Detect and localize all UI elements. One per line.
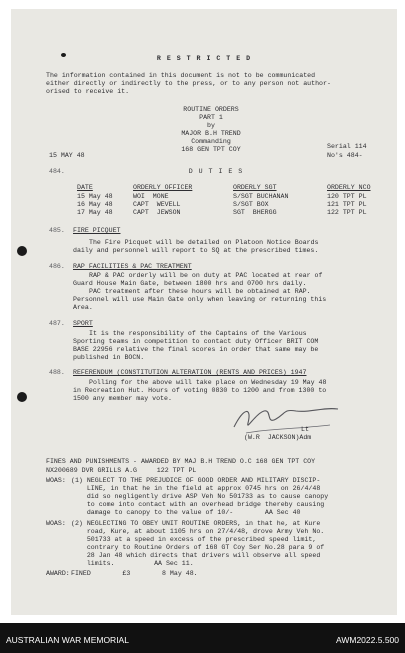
item-body-line: Area. — [73, 304, 93, 311]
fines-title: FINES AND PUNISHMENTS - AWARDED BY MAJ B.H TREND O.C 168 GEN TPT COY — [46, 458, 316, 465]
fines-soldier: NX200689 DVR GRILLS A.G 122 TPT PL — [46, 467, 197, 474]
duty-cell: CAPT JEWSON — [133, 209, 181, 216]
item-title: REFERENDUM (CONSTITUTION ALTERATION (RENTS AND PRICES) 1947 — [73, 369, 307, 376]
fines-text: contrary to Routine Orders of 168 GT Coy Ser No.28 para 9 of — [71, 544, 325, 551]
fines-text: limits. AA Sec 11. — [71, 560, 194, 567]
punch-hole — [17, 392, 27, 402]
notice-line: The information contained in this document is not to be communicated — [46, 72, 316, 79]
duty-cell: 121 TPT PL — [327, 201, 367, 208]
heading-line: MAJOR B.H TREND — [181, 130, 241, 137]
item-title: RAP FACILITIES & PAC TREATMENT — [73, 263, 192, 270]
item-number: 486. — [49, 263, 65, 270]
footer-bar — [0, 623, 405, 653]
duty-cell: WOI MONE — [133, 193, 169, 200]
item-body-line: RAP & PAC orderly will be on duty at PAC located at rear of — [89, 272, 323, 279]
fines-label: WOAS: — [46, 520, 66, 527]
fines-text: LINE, in that he in the field at approx 0745 hrs on 26/4/48 — [71, 485, 321, 492]
item-body-line: Personnel will use Main Gate only when leaving or returning this — [73, 296, 327, 303]
duty-cell: S/SGT BUCHANAN — [233, 193, 289, 200]
fines-text: road, Kure, at about 1105 hrs on 27/4/48, drove Army Veh No. — [71, 528, 325, 535]
fines-text: (1) NEGLECT TO THE PREJUDICE OF GOOD ORDER AND MILITARY DISCIP- — [71, 477, 321, 484]
item-number: 488. — [49, 369, 65, 376]
fines-label: AWARD: — [46, 570, 70, 577]
item-body-line: It is the responsibility of the Captains of the Various — [89, 330, 307, 337]
notice-line: orised to receive it. — [46, 88, 130, 95]
item-body-line: Guard House Main Gate, between 1800 hrs and 0700 hrs daily. — [73, 280, 307, 287]
heading-line: Commanding — [191, 138, 231, 145]
duty-cell: 17 May 48 — [77, 209, 113, 216]
duty-cell: CAPT WEVELL — [133, 201, 181, 208]
duty-cell: SGT BHERGG — [233, 209, 277, 216]
duty-cell: 120 TPT PL — [327, 193, 367, 200]
fines-text: damage to canopy to the value of 10/- AA Sec 40 — [71, 509, 301, 516]
duty-header: ORDERLY SGT — [233, 184, 277, 191]
item-body-line: daily and personnel will report to SQ at the prescribed times. — [73, 247, 319, 254]
item-number: 487. — [49, 320, 65, 327]
item-body-line: Sporting teams in competition to contact duty Officer BRIT COM — [73, 338, 319, 345]
fines-label: WOAS: — [46, 477, 66, 484]
item-body-line: in Recreation Hut. Hours of voting 0830 to 1200 and from 1300 to — [73, 387, 327, 394]
fines-text: (2) NEGLECTING TO OBEY UNIT ROUTINE ORDERS, in that he, at Kure — [71, 520, 321, 527]
classification: R E S T R I C T E D — [156, 55, 252, 62]
duty-cell: 15 May 48 — [77, 193, 113, 200]
duty-header: DATE — [77, 184, 93, 191]
duty-header: ORDERLY OFFICER — [133, 184, 193, 191]
duty-cell: 16 May 48 — [77, 201, 113, 208]
punch-hole — [17, 246, 27, 256]
signature-name: (W.R JACKSON)Adm — [244, 434, 312, 441]
heading-line: PART 1 — [199, 114, 223, 121]
item-body-line: The Fire Picquet will be detailed on Platoon Notice Boards — [89, 239, 319, 246]
item-body-line: published in BOCN. — [73, 354, 145, 361]
notice-line: either directly or indirectly to the press, or to any person not author- — [46, 80, 331, 87]
fines-text: to come into contact with an overhead bridge thereby causing — [71, 501, 325, 508]
footer-institution: AUSTRALIAN WAR MEMORIAL — [6, 635, 129, 645]
duties-title: D U T I E S — [188, 168, 244, 175]
fines-text: 28 Jan 48 which directs that drivers will observe all speed — [71, 552, 321, 559]
item-number: 485. — [49, 227, 65, 234]
footer-reference: AWM2022.5.500 — [336, 635, 399, 645]
fines-text: did so negligently drive ASP Veh No 501733 as to cause canopy — [71, 493, 329, 500]
item-title: FIRE PICQUET — [73, 227, 121, 234]
serial-number: Serial 114 — [327, 143, 367, 150]
duty-header: ORDERLY NCO — [327, 184, 371, 191]
item-body-line: 1500 any member may vote. — [73, 395, 172, 402]
item-title: SPORT — [73, 320, 93, 327]
item-number: 484. — [49, 168, 65, 175]
item-body-line: PAC treatment after these hours will be obtained at RAP. — [89, 288, 311, 295]
duty-cell: S/SGT BOX — [233, 201, 269, 208]
fines-text: 501733 at a speed in excess of the prescribed speed limit, — [71, 536, 317, 543]
duty-cell: 122 TPT PL — [327, 209, 367, 216]
signature-rank: Lt — [301, 426, 309, 433]
order-date: 15 MAY 48 — [49, 152, 85, 159]
fines-text: FINED £3 8 May 48. — [71, 570, 198, 577]
item-body-line: Polling for the above will take place on Wednesday 19 May 48 — [89, 379, 327, 386]
heading-line: ROUTINE ORDERS — [183, 106, 239, 113]
document-page — [11, 9, 397, 615]
heading-line: by — [207, 122, 215, 129]
item-body-line: BASE 22956 relative the final scores in order that same may be — [73, 346, 319, 353]
heading-line: 168 GEN TPT COY — [181, 146, 241, 153]
order-numbers: No's 484- — [327, 152, 363, 159]
